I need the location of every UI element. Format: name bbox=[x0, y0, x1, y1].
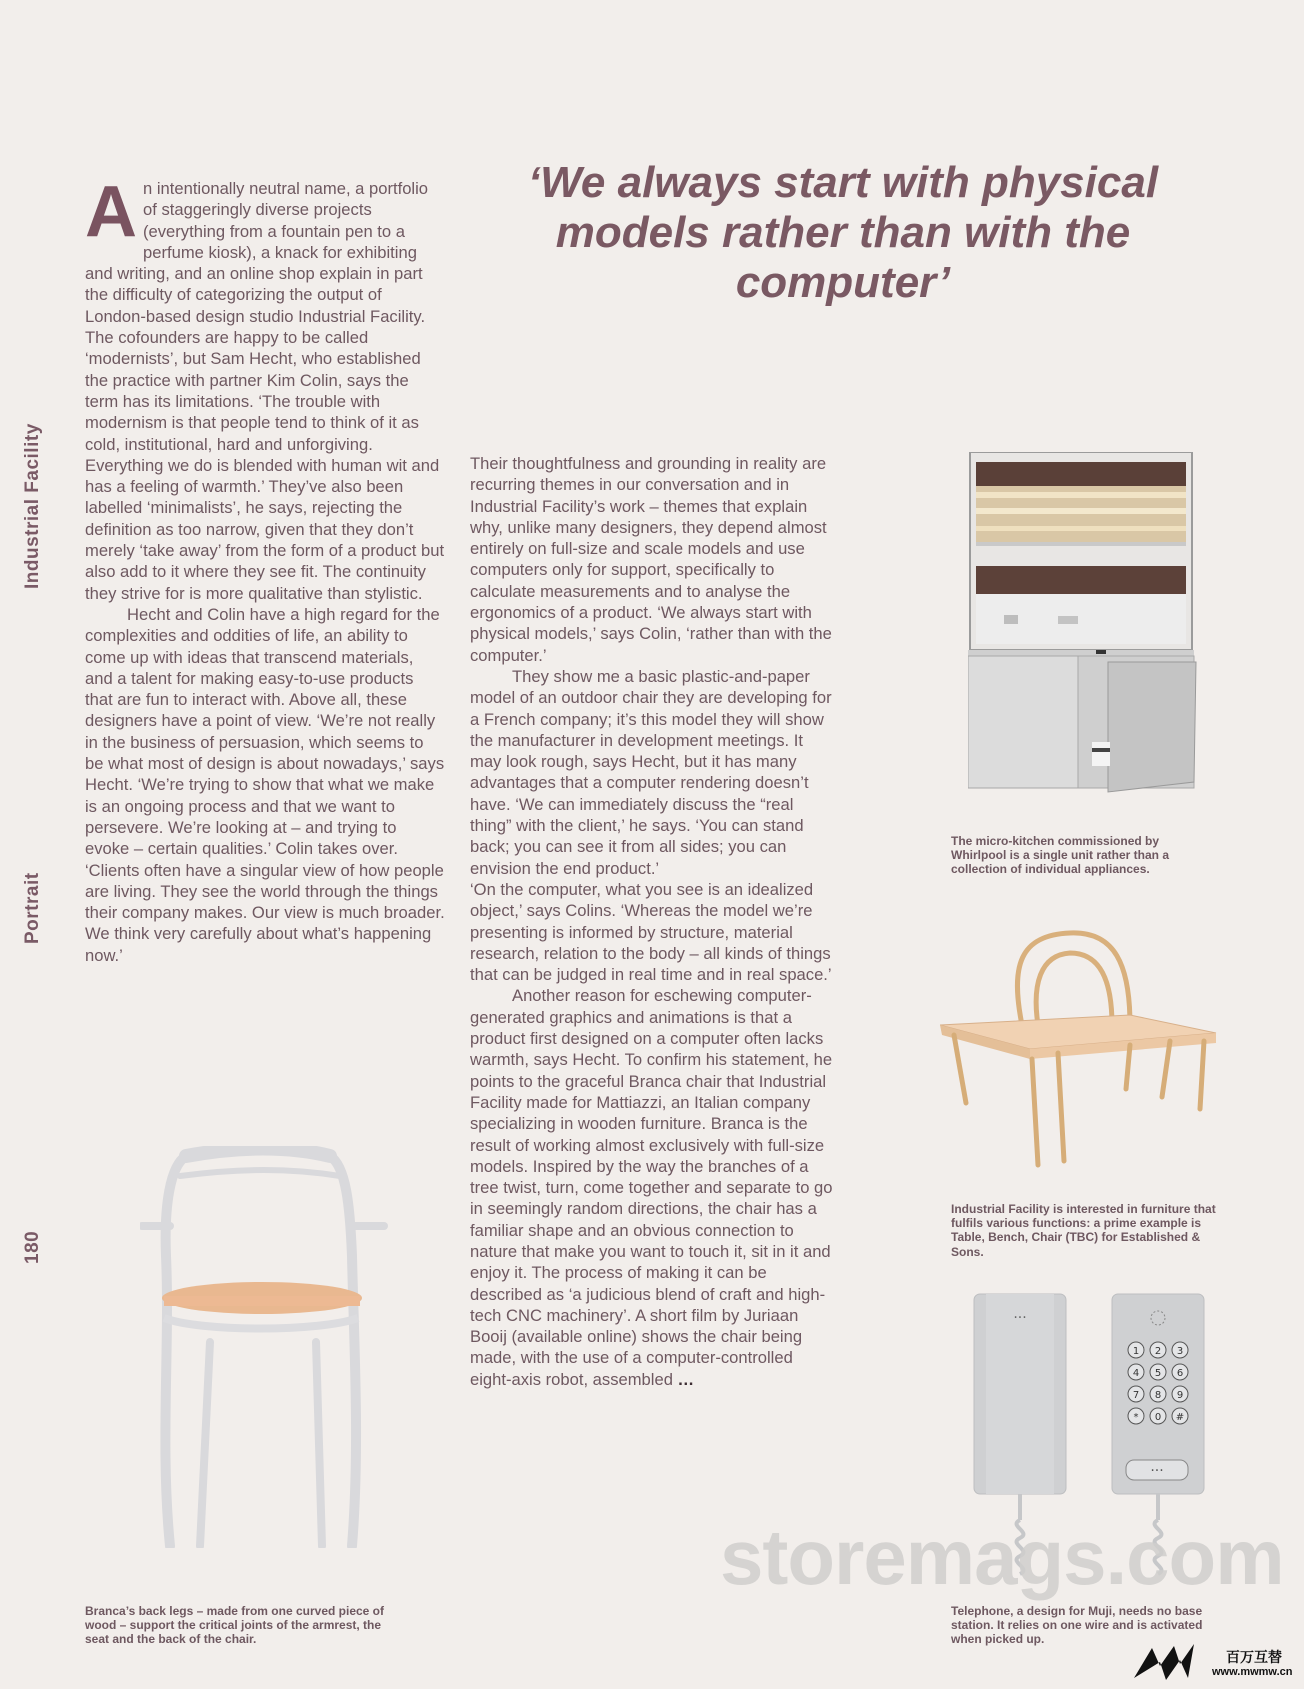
micro-kitchen-image bbox=[968, 452, 1200, 796]
phone-key-label: 5 bbox=[1154, 1368, 1162, 1379]
caption-telephone: Telephone, a design for Muji, needs no base station. It relies on one wire and is activated when picked up. bbox=[951, 1604, 1203, 1647]
svg-text:···: ··· bbox=[1013, 1310, 1027, 1326]
article-paragraph bbox=[85, 172, 445, 604]
watermark-logo-url: www.mwmw.cn bbox=[1212, 1666, 1293, 1678]
page-number: 180 bbox=[22, 1230, 43, 1264]
watermark-text: storemags.com bbox=[720, 1513, 1284, 1601]
phone-key-label: * bbox=[1133, 1412, 1139, 1423]
phone-key-label: 9 bbox=[1176, 1390, 1184, 1401]
paragraph-text: n intentionally neutral name, a portfolio of staggeringly diverse projects (everything from a fountain pen to a perfume kiosk), a knack for exhibiting and writing, and an online shop explain in part the difficulty of categorizing the output of London-based design studio Industrial Facility. The cofounders are happy to be called ‘modernists’, but Sam Hecht, who established the practice with partner Kim Colin, says the term has its limitations. ‘The trouble with modernism is that people tend to think of it as cold, institutional, hard and unforgiving. Everything we do is blended with human wit and has a feeling of warmth.’ They’ve also been labelled ‘minimalists’, he says, rejecting the definition as too narrow, given that they don’t merely ‘take away’ from the form of a product but also add to it where they see fit. The continuity they strive for is more qualitative than stylistic. bbox=[85, 179, 445, 603]
drop-cap: A bbox=[85, 172, 137, 252]
phone-key-label: 1 bbox=[1132, 1346, 1140, 1357]
caption-branca: Branca’s back legs – made from one curved piece of wood – support the critical joints of the armrest, the seat and the back of the chair. bbox=[85, 1604, 385, 1647]
article-paragraph: Their thoughtfulness and grounding in reality are recurring themes in our conversation and in Industrial Facility’s work – themes that explain why, unlike many designers, they depend almost entirely on full-size and scale models and use computers only for support, specifically to calculate measurements and to analyse the ergonomics of a product. ‘We always start with physical models,’ says Colin, ‘rather than with the computer.’ bbox=[470, 454, 832, 665]
article-column-2 bbox=[470, 453, 836, 1390]
article-column-1 bbox=[85, 172, 445, 966]
phone-key-label: 8 bbox=[1154, 1390, 1162, 1401]
watermark-logo-cn: 百万互替 bbox=[1226, 1649, 1282, 1665]
caption-kitchen: The micro-kitchen commissioned by Whirlpool is a single unit rather than a collection of individual appliances. bbox=[951, 834, 1170, 877]
table-bench-chair-image bbox=[940, 925, 1220, 1171]
running-title: Industrial Facility bbox=[22, 423, 43, 589]
article-paragraph: Hecht and Colin have a high regard for the complexities and oddities of life, an ability to come up with ideas that transcend materials, and a talent for making easy-to-use products that are fun to interact with. Above all, these designers have a point of view. ‘We’re not really in the business of persuasion, which seems to be what most of design is about nowadays,’ says Hecht. ‘We’re trying to show that what we make is an ongoing process and that we want to persevere. We’re looking at – and trying to evoke – certain qualities.’ Colin takes over. ‘Clients often have a singular view of how people are living. They see the world through the things their company makes. Our view is much broader. We think very carefully about what’s happening now.’ bbox=[85, 604, 445, 965]
phone-key-label: 6 bbox=[1176, 1368, 1184, 1379]
paragraph-text: Another reason for eschewing computer-generated graphics and animations is that a product first designed on a computer often lacks warmth, says Hecht. To confirm his statement, he points to the graceful Branca chair that Industrial Facility made for Mattiazzi, an Italian company specializing in wooden furniture. Branca is the result of working almost exclusively with full-size models. Inspired by the way the branches of a tree twist, turn, come together and separate to go in seemingly random directions, the chair has a familiar shape and an obvious connection to nature that make you want to touch it, sit in it and enjoy it. The process of making it can be described as ‘a judicious blend of craft and high-tech CNC machinery’. A short film by Juriaan Booij (available online) shows the chair being made, with the use of a computer-controlled eight-axis robot, assembled bbox=[470, 986, 833, 1389]
article-paragraph: They show me a basic plastic-and-paper model of an outdoor chair they are developing for a French company; it’s this model they will show the manufacturer in development meetings. It may look rough, says Hecht, but it has many advantages that a computer rendering doesn’t have. ‘We can immediately discuss the “real thing” with the client,’ he says. ‘You can stand back; you can see it from all sides; you can envision the end product.’ bbox=[470, 666, 832, 878]
phone-key-label: 4 bbox=[1132, 1368, 1140, 1379]
branca-chair-image bbox=[140, 1146, 400, 1548]
section-label: Portrait bbox=[22, 872, 43, 944]
phone-key-label: # bbox=[1175, 1412, 1185, 1423]
continue-mark: … bbox=[677, 1369, 695, 1389]
phone-key-label: 7 bbox=[1132, 1390, 1140, 1401]
phone-key-label: 2 bbox=[1154, 1346, 1162, 1357]
pull-quote: ‘We always start with physical models rather than with the computer’ bbox=[527, 158, 1159, 307]
article-paragraph bbox=[470, 985, 836, 1390]
svg-text:···: ··· bbox=[1150, 1463, 1164, 1479]
caption-table-bench: Industrial Facility is interested in furniture that fulfils various functions: a prime example is Table, Bench, Chair (TBC) for Established & Sons. bbox=[951, 1202, 1216, 1259]
phone-key-label: 3 bbox=[1176, 1346, 1184, 1357]
phone-key-label: 0 bbox=[1154, 1412, 1162, 1423]
article-paragraph: ‘On the computer, what you see is an idealized object,’ says Colins. ‘Whereas the model we’re presenting is informed by structure, material research, relation to the body – all kinds of things that can be judged in real time and in real space.’ bbox=[470, 879, 832, 985]
